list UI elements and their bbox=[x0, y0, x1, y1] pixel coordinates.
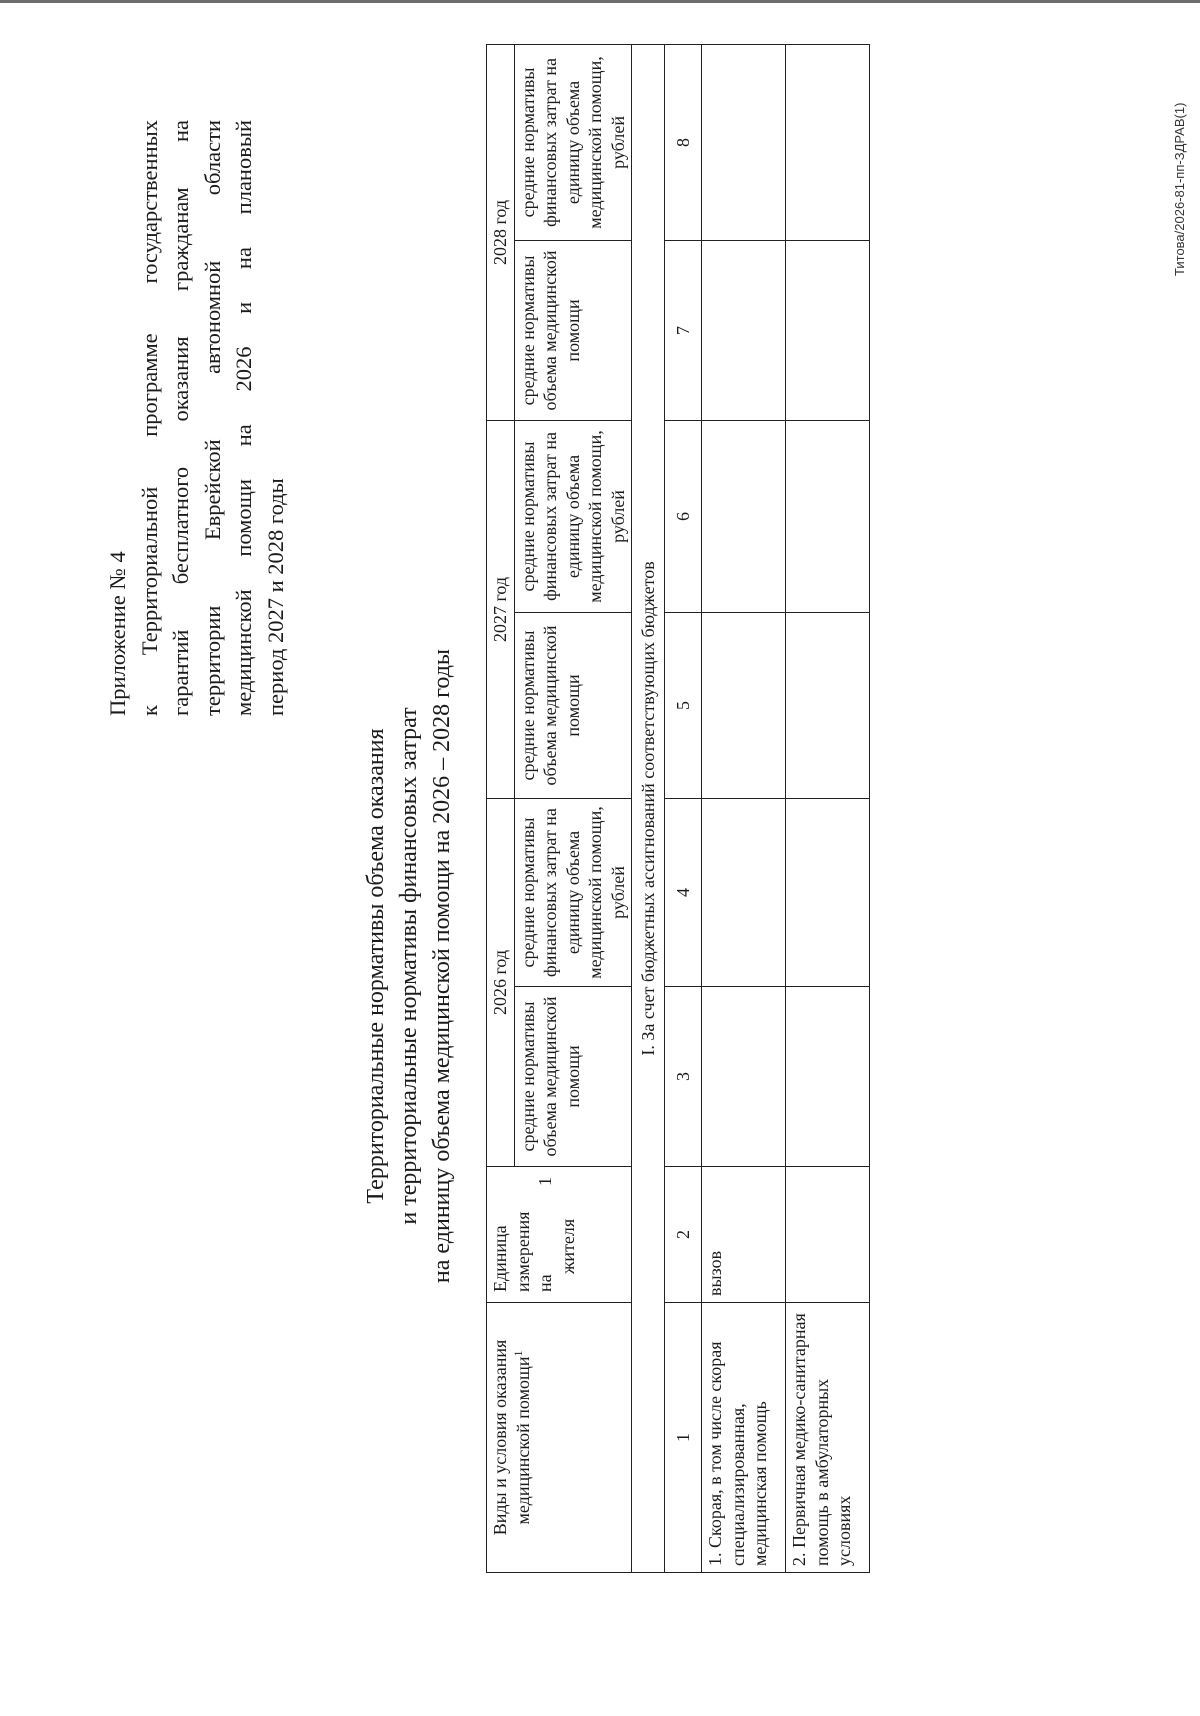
appendix-line: к Территориальной программе государственных bbox=[136, 120, 162, 716]
document-title bbox=[360, 616, 459, 1316]
row-cell bbox=[786, 987, 870, 1167]
header-care-type: Виды и условия оказания медицинской помощи$^1$ bbox=[487, 1303, 632, 1573]
row-care-type: 2. Первичная медико-санитарная помощь в амбулаторных условиях bbox=[786, 1303, 870, 1573]
normatives-table bbox=[486, 44, 870, 1573]
column-number: 7 bbox=[665, 240, 702, 420]
row-cell bbox=[702, 612, 786, 798]
column-number: 3 bbox=[665, 987, 702, 1167]
column-number: 2 bbox=[665, 1167, 702, 1303]
row-cell bbox=[786, 420, 870, 612]
row-cell bbox=[702, 987, 786, 1167]
appendix-header bbox=[102, 120, 291, 716]
document-reference: Титова/2026-81-пп-ЗДРАВ(1) bbox=[1172, 102, 1187, 276]
appendix-line: период 2027 и 2028 годы bbox=[262, 478, 288, 716]
appendix-line: Приложение № 4 bbox=[105, 551, 130, 716]
title-line: и территориальные нормативы финансовых затрат bbox=[396, 707, 422, 1225]
row-cell bbox=[786, 240, 870, 420]
title-line: Территориальные нормативы объема оказания bbox=[363, 728, 389, 1204]
row-unit: вызов bbox=[702, 1167, 786, 1303]
header-cost-2027: средние нормативы финансовых затрат на единицу объема медицинской помощи, рублей bbox=[514, 420, 632, 612]
header-year-2027: 2027 год bbox=[487, 420, 515, 798]
header-cost-2028: средние нормативы финансовых затрат на единицу объема медицинской помощи, рублей bbox=[514, 44, 632, 240]
table-row bbox=[786, 44, 870, 1572]
title-line: на единицу объема медицинской помощи на 2026 – 2028 годы bbox=[429, 648, 455, 1284]
column-number: 1 bbox=[665, 1303, 702, 1573]
column-number: 5 bbox=[665, 612, 702, 798]
row-cell bbox=[786, 44, 870, 240]
column-number: 4 bbox=[665, 798, 702, 986]
row-cell bbox=[702, 44, 786, 240]
header-volume-2026: средние нормативы объема медицинской помощи bbox=[514, 987, 632, 1167]
header-year-2026: 2026 год bbox=[487, 798, 515, 1166]
section-row bbox=[632, 44, 665, 1572]
appendix-line: медицинской помощи на 2026 и на плановый bbox=[231, 120, 256, 716]
column-numbers-row bbox=[665, 44, 702, 1572]
header-volume-2028: средние нормативы объема медицинской помощи bbox=[514, 240, 632, 420]
footnote-marker: 1 bbox=[510, 1350, 525, 1357]
row-care-type: 1. Скорая, в том числе скорая специализированная, медицинская помощь bbox=[702, 1303, 786, 1573]
header-cost-2026: средние нормативы финансовых затрат на единицу объема медицинской помощи, рублей bbox=[514, 798, 632, 986]
column-number: 6 bbox=[665, 420, 702, 612]
row-cell bbox=[702, 420, 786, 612]
header-unit: Единица измерения на 1 жителя bbox=[487, 1167, 632, 1303]
header-volume-2027: средние нормативы объема медицинской помощи bbox=[514, 612, 632, 798]
row-cell bbox=[702, 240, 786, 420]
row-cell bbox=[786, 798, 870, 986]
row-unit bbox=[786, 1167, 870, 1303]
row-cell bbox=[702, 798, 786, 986]
appendix-line: гарантий бесплатного оказания гражданам на bbox=[168, 120, 193, 716]
header-year-2028: 2028 год bbox=[487, 44, 515, 420]
section-heading: I. За счет бюджетных ассигнований соответствующих бюджетов bbox=[632, 44, 665, 1572]
row-cell bbox=[786, 612, 870, 798]
column-number: 8 bbox=[665, 44, 702, 240]
appendix-line: территории Еврейской автономной области bbox=[199, 120, 225, 716]
table-row bbox=[702, 44, 786, 1572]
